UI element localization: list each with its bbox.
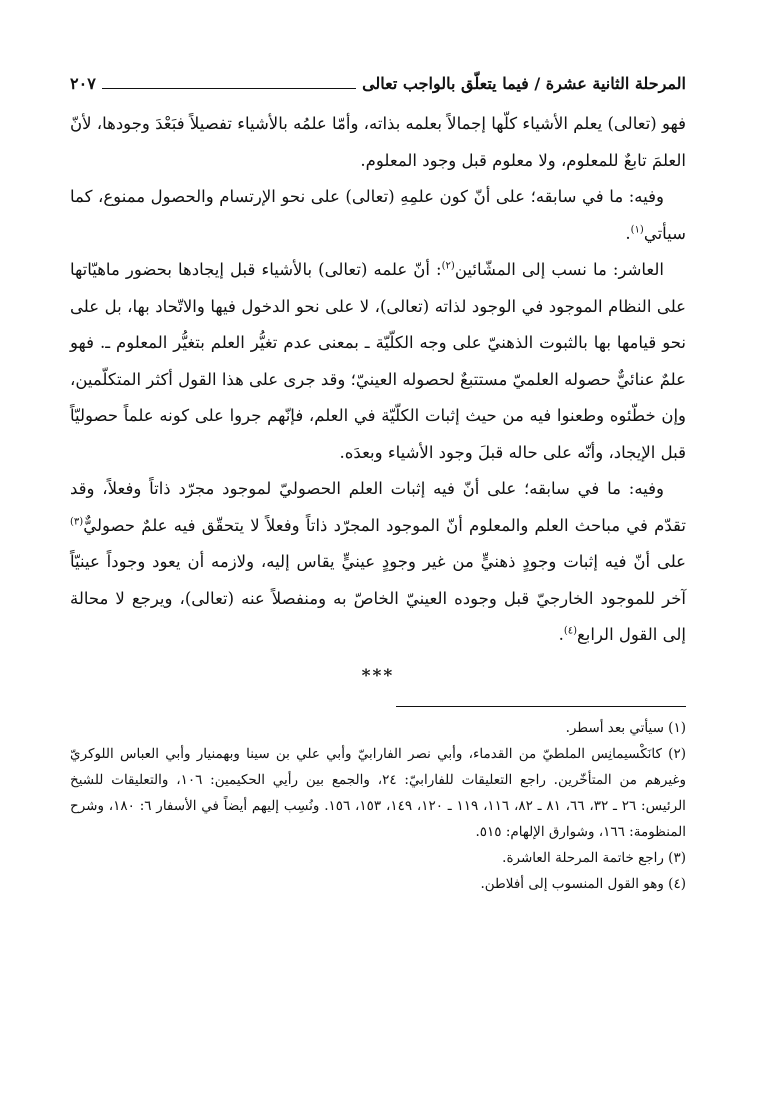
footnote-1: (١) سيأتي بعد أسطر. xyxy=(565,719,686,736)
running-header xyxy=(70,58,686,94)
book-page xyxy=(70,58,686,897)
note-ref-2[interactable]: (٢) xyxy=(441,260,455,272)
footnote-3: (٣) راجع خاتمة المرحلة العاشرة. xyxy=(502,849,686,866)
main-text xyxy=(70,106,686,654)
page-number: ٢٠٧ xyxy=(70,74,96,93)
paragraph-4-text-b: على أنّ فيه إثبات وجودٍ ذهنيٍّ من غير وجودٍ عينيٍّ يقاس إليه، ولازمه أن يعود وجوداً عينيّاً آخر للموجود الخارجيّ قبل وجوده العينيّ الخاصّ به ومنفصلاً عنه (تعالى)، ويرجع لا محالة إلى القول الرابع xyxy=(70,552,686,644)
paragraph-2-text: وفيه: ما في سابقه؛ على أنّ كون علمِهِ (تعالى) على نحو الإرتسام والحصول ممنوع، كما سيأتي xyxy=(70,187,686,243)
footnotes xyxy=(70,715,686,897)
note-ref-4[interactable]: (٤) xyxy=(563,625,577,637)
paragraph-1: فهو (تعالى) يعلم الأشياء كلّها إجمالاً بعلمه بذاته، وأمّا علمُه بالأشياء تفصيلاً فبَعْدَ وجودها، لأنّ العلمَ تابعٌ للمعلوم، ولا معلوم قبل وجود المعلوم. xyxy=(70,114,686,170)
paragraph-4 xyxy=(70,471,686,654)
note-ref-3[interactable]: (٣) xyxy=(70,516,84,527)
paragraph-4-text-a: وفيه: ما في سابقه؛ على أنّ فيه إثبات العلم الحصوليّ لموجود مجرّد ذاتاً وفعلاً، وقد تقدّم في مباحث العلم والمعلوم أنّ الموجود المجرّد ذاتاً وفعلاً لا يتحقّق فيه علمٌ حصوليٌّ xyxy=(70,479,686,535)
paragraph-2: وفيه: ما في سابقه؛ على أنّ كون علمِهِ (تعالى) على نحو الإرتسام والحصول ممنوع، كما سيأتي$^{(١)}$. xyxy=(70,187,686,243)
paragraph-3 xyxy=(70,252,686,471)
paragraph-4-end: . xyxy=(558,625,564,644)
note-ref-1[interactable]: (١) xyxy=(630,224,644,235)
footnote-4: (٤) وهو القول المنسوب إلى أفلاطن. xyxy=(480,875,686,892)
section-separator: *** xyxy=(361,665,395,686)
footnote-2: (٢) كانَكْسيمانِس الملطيّ من القدماء، وأبي نصر الفارابيّ وأبي علي بن سينا وبهمنيار وأبي العباس اللوكريّ وغيرهم من المتأخّرين. راجع التعليقات للفارابيّ: ٢٤، والجمع بين رأيي الحكيمين: ١٠٦، والتعليقات للشيخ الرئيس: ٢٦ ـ ٣٢، ٦٦، ٨١ ـ ٨٢، ١١٦، ١١٩ ـ ١٢٠، ١٤٩، ١٥٣، ١٥٦. ونُسِب إليهم أيضاً في الأسفار ٦: ١٨٠، وشرح المنظومة: ١٦٦، وشوارق الإلهام: ٥١٥. xyxy=(70,745,686,840)
footnote-rule xyxy=(396,706,686,707)
paragraph-3-text: : أنّ علمه (تعالى) بالأشياء قبل إيجادها بحضور ماهيّاتها على النظام الموجود في الوجود لذاته (تعالى)، لا على نحو الدخول فيها والاتّحاد بها، بل على نحو قيامها بها بالثبوت الذهنيّ على وجه الكلّيّة ـ بمعنى عدم تغيُّر العلم بتغيُّر المعلوم ـ. فهو علمٌ عنائيٌّ حصوله العلميّ مستتبعٌ لحصوله العينيّ؛ وقد جرى على هذا القول أكثر المتكلّمين، وإن خطّئوه وطعنوا فيه من حيث إثبات الكلّيّة في العلم، فإنّهم جروا على كونه علماً حصوليّاً قبل الإيجاد، وأنّه على حاله قبلَ وجود الأشياء وبعدَه. xyxy=(70,260,686,462)
header-title: المرحلة الثانية عشرة / فيما يتعلّق بالواجب تعالى xyxy=(362,74,686,93)
header-rule xyxy=(102,88,356,89)
paragraph-3-lead: العاشر: ما نسب إلى المشّائين xyxy=(454,260,665,279)
